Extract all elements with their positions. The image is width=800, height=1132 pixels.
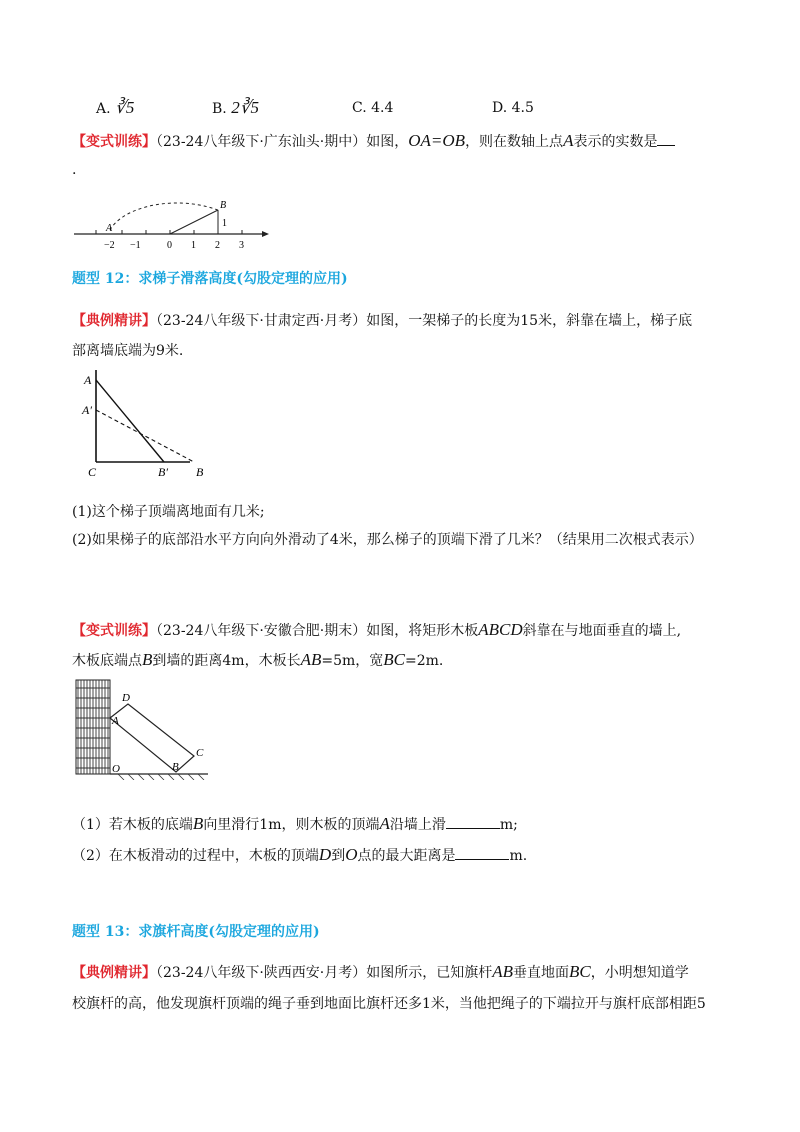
ex2-q2d: O bbox=[345, 845, 358, 864]
ex2-q1a: （1）若木板的底端 bbox=[72, 817, 193, 833]
ex2-q1d: A bbox=[379, 814, 390, 833]
wall-hatching bbox=[76, 680, 110, 774]
ex2-q2e: 点的最大距离是 bbox=[357, 848, 456, 864]
option-b-value: 2∛5 bbox=[231, 98, 260, 117]
ex1-question bbox=[72, 131, 675, 152]
option-a-value: ∛5 bbox=[115, 98, 135, 117]
section12-title: 题型 12：求梯子滑落高度(勾股定理的应用) bbox=[72, 271, 348, 287]
option-b-label: B. bbox=[212, 101, 227, 117]
section12-text2: 部离墙底端为9米. bbox=[72, 343, 184, 359]
ladder-figure bbox=[78, 366, 218, 478]
ex2-text1b: ABCD bbox=[478, 620, 523, 639]
section13-title: 题型 13：求旗杆高度(勾股定理的应用) bbox=[72, 924, 320, 940]
ex1-answer-blank bbox=[657, 131, 675, 146]
section13-text1a: （23-24八年级下·陕西西安·月考）如图所示，已知旗杆 bbox=[156, 965, 493, 981]
tick-label: −2 bbox=[104, 240, 115, 251]
ex2-text1c: 斜靠在与地面垂直的墙上, bbox=[522, 623, 682, 639]
option-c bbox=[352, 100, 393, 116]
ex2-question1 bbox=[72, 814, 518, 835]
option-a-label: A. bbox=[96, 101, 111, 117]
ex2-text2f: BC bbox=[383, 650, 406, 669]
ex2-q2-blank bbox=[455, 845, 509, 860]
section12-text1 bbox=[72, 311, 692, 331]
ex2-q2a: （2）在木板滑动的过程中，木板的顶端 bbox=[72, 848, 319, 864]
arc-dashed bbox=[110, 203, 220, 230]
ex2-tag: 【变式训练】 bbox=[72, 623, 156, 639]
ex2-text2e: =5m，宽 bbox=[321, 653, 384, 669]
label-b: B bbox=[220, 200, 227, 211]
ex2-text1a: （23-24八年级下·安徽合肥·期末）如图，将矩形木板 bbox=[156, 623, 479, 639]
label-c: C bbox=[88, 465, 97, 478]
board-rectangle bbox=[110, 704, 194, 772]
label-one: 1 bbox=[222, 218, 227, 229]
board-figure bbox=[72, 676, 212, 780]
option-d-label: D. bbox=[492, 100, 508, 116]
label-a: A bbox=[106, 223, 113, 234]
ex2-text2 bbox=[72, 650, 443, 671]
ex2-text2a: 木板底端点 bbox=[72, 653, 142, 669]
axis-arrow bbox=[262, 231, 269, 237]
ex1-equation: OA=OB bbox=[408, 131, 466, 150]
section12-question2: (2)如果梯子的底部沿水平方向向外滑动了4米，那么梯子的顶端下滑了几米？（结果用二次根式表示） bbox=[72, 532, 703, 548]
ex2-text2c: 到墙的距离4m，木板长 bbox=[152, 653, 301, 669]
ex2-q1f: m; bbox=[499, 817, 518, 833]
label-c: C bbox=[196, 747, 204, 759]
section12-tag: 【典例精讲】 bbox=[72, 313, 156, 329]
ex1-text-mid: ，则在数轴上点 bbox=[465, 134, 564, 150]
ladder-slid bbox=[96, 410, 194, 462]
ex2-q2c: 到 bbox=[331, 848, 346, 864]
ladder-original bbox=[96, 380, 164, 462]
tick-label: 3 bbox=[239, 240, 244, 251]
option-c-value: 4.4 bbox=[371, 100, 394, 116]
label-b: B bbox=[172, 761, 179, 773]
label-b-prime: B′ bbox=[158, 465, 168, 478]
number-line-figure bbox=[70, 188, 270, 252]
ex2-q2b: D bbox=[318, 845, 332, 864]
ex2-question2 bbox=[72, 845, 527, 866]
section13-text1e: ，小明想知道学 bbox=[590, 965, 689, 981]
label-a-prime: A′ bbox=[82, 403, 92, 417]
section13-text1c: 垂直地面 bbox=[513, 965, 570, 981]
ex2-text1 bbox=[72, 620, 681, 641]
option-c-label: C. bbox=[352, 100, 367, 116]
section13-text1b: AB bbox=[492, 962, 514, 981]
section13-tag: 【典例精讲】 bbox=[72, 965, 156, 981]
tick-label: 1 bbox=[191, 240, 196, 251]
tick-label: 2 bbox=[215, 240, 220, 251]
tick-label: 0 bbox=[167, 240, 172, 251]
section12-question1: (1)这个梯子顶端离地面有几米; bbox=[72, 504, 265, 520]
ex2-q1c: 向里滑行1m，则木板的顶端 bbox=[203, 817, 380, 833]
label-a: A bbox=[112, 715, 119, 727]
ground-hatching bbox=[118, 774, 204, 780]
ex2-text2b: B bbox=[142, 650, 153, 669]
ex1-source: （23-24八年级下·广东汕头·期中）如图， bbox=[156, 134, 409, 150]
ex2-q2f: m. bbox=[509, 848, 528, 864]
option-d-value: 4.5 bbox=[511, 100, 534, 116]
section13-text1 bbox=[72, 962, 689, 983]
label-b: B bbox=[196, 465, 204, 478]
ex1-text-end: 表示的实数是 bbox=[573, 134, 658, 150]
ex2-q1b: B bbox=[192, 814, 204, 833]
option-b bbox=[212, 98, 259, 118]
ex2-q1-blank bbox=[446, 814, 500, 829]
ex2-text2d: AB bbox=[300, 650, 322, 669]
ex1-point: A bbox=[563, 131, 574, 150]
tick-label: −1 bbox=[130, 240, 141, 251]
section12-text1-body: （23-24八年级下·甘肃定西·月考）如图，一架梯子的长度为15米，斜靠在墙上，梯子底 bbox=[156, 313, 693, 329]
section13-text2: 校旗杆的高，他发现旗杆顶端的绳子垂到地面比旗杆还多1米，当他把绳子的下端拉开与旗杆底部相距5 bbox=[72, 996, 706, 1012]
option-a bbox=[96, 98, 134, 118]
ex2-q1e: 沿墙上滑 bbox=[389, 817, 446, 833]
label-a: A bbox=[84, 373, 92, 387]
label-d: D bbox=[122, 692, 130, 704]
ex2-text2g: =2m. bbox=[405, 653, 444, 669]
section13-text1d: BC bbox=[569, 962, 591, 981]
ex1-tag: 【变式训练】 bbox=[72, 134, 156, 150]
option-d bbox=[492, 100, 534, 116]
ex1-trail: . bbox=[72, 162, 77, 178]
label-o: O bbox=[112, 763, 120, 775]
